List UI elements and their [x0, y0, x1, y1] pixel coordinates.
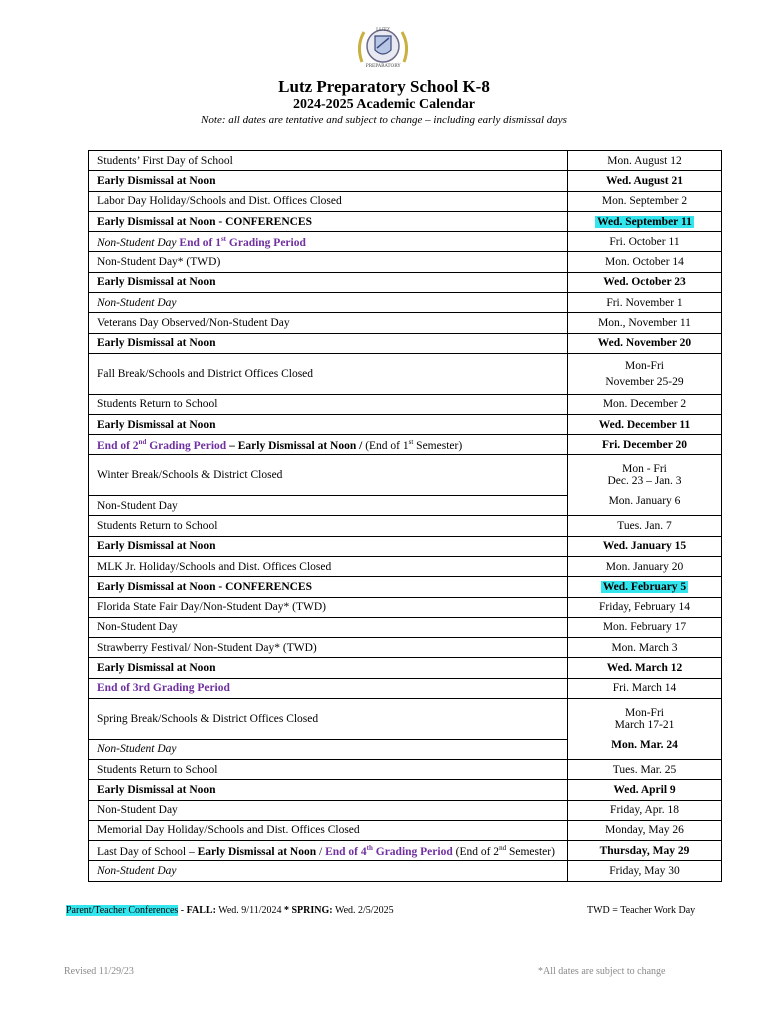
event-text: Early Dismissal at Noon	[97, 337, 216, 350]
star-marker: *	[284, 905, 289, 916]
date-cell	[568, 861, 722, 881]
event-cell	[89, 496, 568, 516]
date-text: Mon. August 12	[607, 154, 682, 167]
event-text: st	[408, 437, 414, 446]
date-text: Mon., November 11	[598, 317, 691, 330]
event-cell	[89, 191, 568, 211]
date-cell	[568, 577, 722, 597]
event-cell	[89, 211, 568, 231]
event-text: Spring Break/Schools & District Offices Closed	[97, 712, 319, 725]
date-cell	[568, 151, 722, 171]
event-text: Non-Student Day	[97, 236, 180, 249]
date-text: Wed. March 12	[606, 662, 683, 675]
revised-date: Revised 11/29/23	[64, 966, 134, 977]
date-cell	[568, 211, 722, 231]
school-name: Lutz Preparatory School K-8	[278, 77, 490, 96]
date-text: Wed. February 5	[602, 580, 687, 593]
event-text: End of 4	[325, 845, 367, 858]
event-text: – Early Dismissal at Noon /	[226, 439, 366, 452]
calendar-title: 2024-2025 Academic Calendar	[293, 97, 475, 112]
calendar-row	[89, 516, 722, 536]
date-text: Wed. August 21	[605, 174, 683, 187]
event-cell	[89, 171, 568, 191]
event-text: Early Dismissal at Noon	[97, 418, 216, 431]
event-text: Students’ First Day of School	[97, 154, 233, 167]
calendar-row	[89, 353, 722, 394]
calendar-row	[89, 232, 722, 252]
conferences-label: Parent/Teacher Conferences	[66, 905, 179, 916]
event-text: Strawberry Festival/ Non-Student Day* (TWD)	[97, 641, 317, 654]
event-text: Early Dismissal at Noon - CONFERENCES	[97, 580, 313, 593]
date-cell	[568, 536, 722, 556]
event-cell	[89, 516, 568, 536]
conferences-separator: -	[178, 905, 187, 916]
event-text: Early Dismissal at Noon	[97, 540, 216, 553]
event-cell	[89, 293, 568, 313]
event-text: Grading Period	[372, 845, 453, 858]
academic-calendar-table	[88, 150, 722, 882]
date-text: Tues. Mar. 25	[612, 763, 677, 776]
spring-label: SPRING:	[289, 905, 333, 916]
date-text: Mon. March 3	[611, 641, 678, 654]
date-cell	[568, 780, 722, 800]
calendar-row	[89, 617, 722, 637]
date-cell	[568, 800, 722, 820]
event-text: Non-Student Day	[97, 296, 177, 309]
date-cell	[568, 597, 722, 617]
date-cell	[568, 272, 722, 292]
event-cell	[89, 597, 568, 617]
date-cell	[568, 841, 722, 861]
event-cell	[89, 780, 568, 800]
calendar-row	[89, 211, 722, 231]
fall-date: Wed. 9/11/2024	[215, 905, 284, 916]
date-cell	[568, 516, 722, 536]
event-text: End of 1	[179, 236, 221, 249]
date-text: Mon-Fri	[625, 359, 664, 372]
event-cell	[89, 455, 568, 496]
event-cell	[89, 699, 568, 740]
date-cell	[568, 232, 722, 252]
calendar-row	[89, 272, 722, 292]
date-cell	[568, 252, 722, 272]
date-text: Friday, May 30	[609, 865, 680, 878]
date-text: Wed. September 11	[597, 215, 692, 228]
event-text: Semester)	[413, 439, 463, 452]
calendar-row	[89, 556, 722, 576]
event-cell	[89, 861, 568, 881]
event-text: Fall Break/Schools and District Offices Closed	[97, 367, 314, 380]
date-text: Mon. February 17	[602, 621, 687, 634]
conferences-legend	[66, 905, 394, 916]
date-text: Mon - Fri	[622, 463, 667, 476]
date-text: Wed. January 15	[602, 540, 687, 553]
event-text: Students Return to School	[97, 519, 218, 532]
event-text: Early Dismissal at Noon	[97, 662, 216, 675]
calendar-row	[89, 780, 722, 800]
event-text: Non-Student Day* (TWD)	[97, 256, 221, 269]
date-text: Fri. October 11	[609, 235, 680, 248]
calendar-row	[89, 638, 722, 658]
date-text: Mon. January 6	[608, 495, 681, 508]
calendar-row	[89, 293, 722, 313]
calendar-row	[89, 861, 722, 881]
event-text: (End of 2	[452, 845, 500, 858]
calendar-row	[89, 313, 722, 333]
event-text: /	[316, 845, 326, 858]
event-cell	[89, 617, 568, 637]
event-cell	[89, 638, 568, 658]
date-cell	[568, 394, 722, 414]
event-text: Early Dismissal at Noon - CONFERENCES	[97, 215, 313, 228]
event-text: Florida State Fair Day/Non-Student Day* (TWD)	[97, 601, 326, 614]
event-text: End of 2	[97, 439, 139, 452]
calendar-header	[0, 77, 768, 127]
event-cell	[89, 820, 568, 840]
date-cell	[568, 617, 722, 637]
seal-text-top: LUTZ	[375, 27, 391, 33]
calendar-row	[89, 800, 722, 820]
event-cell	[89, 678, 568, 698]
event-text: Winter Break/Schools & District Closed	[97, 469, 283, 482]
event-text: Early Dismissal at Noon	[97, 276, 216, 289]
date-text: Friday, Apr. 18	[610, 804, 679, 817]
event-text: Non-Student Day	[97, 621, 178, 634]
date-cell	[568, 414, 722, 434]
calendar-row	[89, 820, 722, 840]
event-text: Non-Student Day	[97, 865, 177, 878]
event-text: Grading Period	[226, 236, 306, 249]
calendar-row	[89, 191, 722, 211]
calendar-row	[89, 455, 722, 496]
calendar-row	[89, 841, 722, 861]
event-text: Labor Day Holiday/Schools and Dist. Offices Closed	[97, 195, 342, 208]
event-text: Semester)	[506, 845, 555, 858]
calendar-row	[89, 414, 722, 434]
date-cell	[568, 658, 722, 678]
event-cell	[89, 353, 568, 394]
event-cell	[89, 759, 568, 779]
date-text: Wed. October 23	[603, 276, 686, 289]
event-text: Early Dismissal at Noon	[97, 783, 216, 796]
calendar-row	[89, 699, 722, 740]
date-text: Mon. Mar. 24	[611, 738, 678, 751]
date-cell	[568, 556, 722, 576]
date-text: Mon. October 14	[605, 256, 684, 269]
date-cell	[568, 333, 722, 353]
event-cell	[89, 151, 568, 171]
date-cell	[568, 678, 722, 698]
event-text: nd	[499, 843, 507, 852]
event-cell	[89, 658, 568, 678]
school-seal-logo	[352, 22, 414, 70]
event-text: Non-Student Day	[97, 743, 177, 756]
calendar-row	[89, 394, 722, 414]
date-text: Fri. March 14	[612, 682, 677, 695]
event-text: Students Return to School	[97, 398, 218, 411]
seal-text-bottom: PREPARATORY	[365, 64, 401, 69]
date-cell	[568, 313, 722, 333]
event-text: Memorial Day Holiday/Schools and Dist. Offices Closed	[97, 824, 360, 837]
date-cell	[568, 353, 722, 394]
event-cell	[89, 577, 568, 597]
date-cell	[568, 435, 722, 455]
subject-to-change-note: *All dates are subject to change	[538, 966, 666, 977]
date-text: March 17-21	[614, 718, 675, 731]
date-text: Mon. December 2	[602, 398, 687, 411]
date-cell	[568, 638, 722, 658]
event-cell	[89, 556, 568, 576]
calendar-row	[89, 333, 722, 353]
date-cell	[568, 699, 722, 760]
event-cell	[89, 841, 568, 861]
calendar-row	[89, 577, 722, 597]
event-cell	[89, 313, 568, 333]
date-text: Wed. November 20	[597, 337, 692, 350]
calendar-row	[89, 171, 722, 191]
date-text: Wed. April 9	[613, 783, 676, 796]
event-text: Early Dismissal at Noon	[197, 845, 317, 858]
date-text: Fri. December 20	[601, 438, 688, 451]
calendar-row	[89, 658, 722, 678]
date-cell	[568, 171, 722, 191]
event-cell	[89, 232, 568, 252]
event-text: nd	[138, 437, 147, 446]
date-text: November 25-29	[605, 375, 684, 388]
event-cell	[89, 414, 568, 434]
event-cell	[89, 394, 568, 414]
fall-label: FALL:	[186, 905, 216, 916]
twd-legend: TWD = Teacher Work Day	[587, 905, 696, 916]
event-cell	[89, 800, 568, 820]
event-cell	[89, 536, 568, 556]
date-text: Wed. December 11	[598, 418, 691, 431]
event-cell	[89, 272, 568, 292]
event-cell	[89, 252, 568, 272]
calendar-row	[89, 536, 722, 556]
event-text: th	[366, 843, 373, 852]
event-text: Last Day of School –	[97, 845, 198, 858]
event-text: Early Dismissal at Noon	[97, 174, 216, 187]
calendar-row	[89, 252, 722, 272]
date-cell	[568, 191, 722, 211]
date-text: Fri. November 1	[606, 296, 683, 309]
event-text: Veterans Day Observed/Non-Student Day	[97, 317, 290, 330]
event-cell	[89, 333, 568, 353]
spring-date: Wed. 2/5/2025	[332, 905, 394, 916]
event-cell	[89, 739, 568, 759]
date-cell	[568, 759, 722, 779]
event-text: (End of 1	[365, 439, 409, 452]
tentative-note: Note: all dates are tentative and subject to change – including early dismissal days	[201, 114, 567, 126]
calendar-row	[89, 435, 722, 455]
event-text: st	[220, 234, 227, 243]
date-text: Mon. January 20	[605, 560, 684, 573]
date-text: Monday, May 26	[605, 824, 684, 837]
calendar-row	[89, 151, 722, 171]
calendar-row	[89, 759, 722, 779]
event-text: Students Return to School	[97, 763, 218, 776]
date-text: Tues. Jan. 7	[617, 519, 672, 532]
date-text: Thursday, May 29	[599, 844, 690, 857]
event-cell	[89, 435, 568, 455]
event-text: Non-Student Day	[97, 499, 178, 512]
event-text: MLK Jr. Holiday/Schools and Dist. Offices Closed	[97, 560, 332, 573]
event-text: End of 3rd Grading Period	[97, 682, 230, 695]
calendar-row	[89, 597, 722, 617]
date-cell	[568, 293, 722, 313]
date-text: Friday, February 14	[599, 601, 690, 614]
date-text: Mon-Fri	[625, 706, 664, 719]
event-text: Non-Student Day	[97, 804, 178, 817]
event-text: Grading Period	[146, 439, 227, 452]
date-cell	[568, 820, 722, 840]
date-text: Dec. 23 – Jan. 3	[607, 475, 682, 488]
date-cell	[568, 455, 722, 516]
date-text: Mon. September 2	[601, 195, 688, 208]
calendar-row	[89, 678, 722, 698]
